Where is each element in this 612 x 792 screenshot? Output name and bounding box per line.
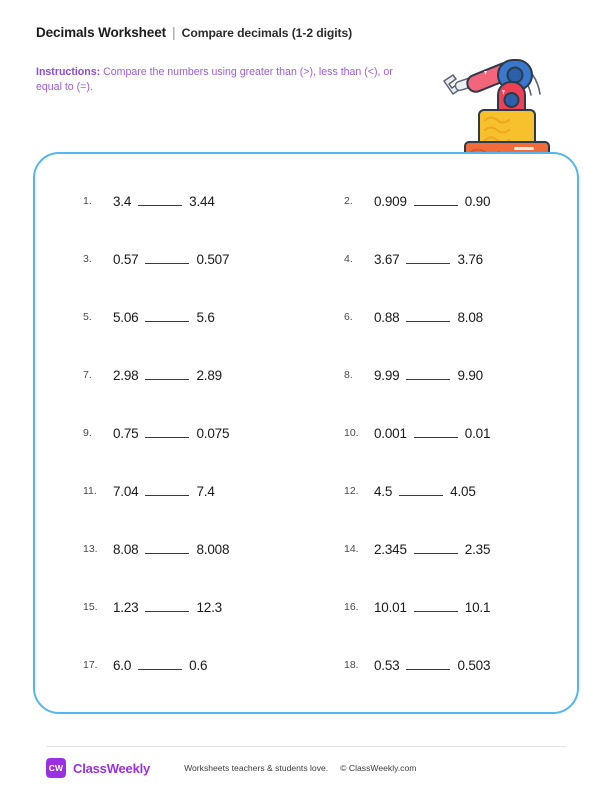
answer-blank[interactable] (138, 659, 182, 670)
problem-left-value: 6.0 (113, 657, 132, 673)
footer-tagline: Worksheets teachers & students love. (184, 763, 329, 773)
problem-left-value: 7.04 (113, 483, 139, 499)
problem-number: 7. (83, 369, 92, 381)
problem-right-value: 10.1 (464, 599, 491, 615)
problems-card (33, 152, 579, 714)
problem-expression (374, 368, 483, 383)
problem-right-value: 3.44 (189, 193, 215, 209)
answer-blank[interactable] (138, 195, 182, 206)
problem-item (49, 230, 310, 288)
problem-number: 1. (83, 195, 92, 207)
robot-arm-icon (422, 48, 572, 158)
problem-number: 8. (344, 369, 353, 381)
robot-arm-illustration (422, 48, 572, 158)
answer-blank[interactable] (145, 485, 189, 496)
problem-right-value: 5.6 (196, 309, 215, 325)
answer-blank[interactable] (406, 253, 450, 264)
problem-item (49, 346, 310, 404)
problem-left-value: 0.001 (374, 425, 407, 441)
worksheet-header (36, 24, 436, 96)
problem-number: 9. (83, 427, 92, 439)
answer-blank[interactable] (414, 601, 458, 612)
classweekly-logo-icon: CW (46, 758, 66, 778)
footer-divider (46, 746, 566, 747)
problem-right-value: 0.075 (196, 425, 230, 441)
problem-left-value: 0.88 (374, 309, 400, 325)
answer-blank[interactable] (414, 195, 458, 206)
problem-left-value: 10.01 (374, 599, 407, 615)
problem-number: 12. (344, 485, 359, 497)
answer-blank[interactable] (145, 601, 189, 612)
problem-number: 14. (344, 543, 359, 555)
problem-number: 6. (344, 311, 353, 323)
instructions-block (36, 65, 396, 96)
problem-item (49, 288, 310, 346)
problem-number: 10. (344, 427, 359, 439)
answer-blank[interactable] (145, 369, 189, 380)
problem-right-value: 8.008 (196, 541, 230, 557)
answer-blank[interactable] (399, 485, 443, 496)
problem-left-value: 2.98 (113, 367, 139, 383)
answer-blank[interactable] (145, 253, 189, 264)
footer (46, 758, 566, 778)
problem-item (310, 172, 571, 230)
problem-right-value: 0.01 (464, 425, 491, 441)
title-separator: | (172, 24, 176, 40)
problem-left-value: 3.4 (113, 193, 132, 209)
problem-item (310, 288, 571, 346)
footer-copyright: © ClassWeekly.com (340, 763, 417, 773)
problem-right-value: 12.3 (196, 599, 222, 615)
problem-expression (374, 252, 483, 267)
problem-item (49, 636, 310, 694)
answer-blank[interactable] (414, 427, 458, 438)
problem-expression (374, 542, 490, 557)
title-subtitle: Compare decimals (1-2 digits) (181, 26, 353, 40)
problem-expression (113, 658, 207, 673)
problem-left-value: 8.08 (113, 541, 139, 557)
problem-left-value: 0.57 (113, 251, 139, 267)
problem-left-value: 0.75 (113, 425, 139, 441)
problem-right-value: 9.90 (457, 367, 483, 383)
problem-right-value: 2.89 (196, 367, 222, 383)
answer-blank[interactable] (145, 311, 189, 322)
problem-expression (374, 194, 490, 209)
instructions-text: Compare the numbers using greater than (>), less than (<), or equal to (=). (36, 66, 393, 94)
problem-number: 16. (344, 601, 359, 613)
problem-expression (374, 484, 476, 499)
problem-expression (374, 600, 490, 615)
problem-right-value: 0.6 (189, 657, 208, 673)
problem-expression (374, 426, 490, 441)
problem-expression (113, 194, 215, 209)
problem-item (49, 578, 310, 636)
problem-item (310, 346, 571, 404)
problem-right-value: 0.503 (457, 657, 491, 673)
problem-left-value: 5.06 (113, 309, 139, 325)
problem-left-value: 9.99 (374, 367, 400, 383)
problem-expression (113, 426, 229, 441)
problem-right-value: 4.05 (450, 483, 476, 499)
title-main: Decimals Worksheet (36, 25, 167, 40)
problem-right-value: 8.08 (457, 309, 483, 325)
problem-expression (374, 658, 490, 673)
problem-expression (113, 484, 215, 499)
problem-number: 18. (344, 659, 359, 671)
problem-left-value: 0.53 (374, 657, 400, 673)
problem-number: 4. (344, 253, 353, 265)
problem-left-value: 2.345 (374, 541, 407, 557)
problem-right-value: 3.76 (457, 251, 483, 267)
problem-item (49, 520, 310, 578)
answer-blank[interactable] (406, 659, 450, 670)
problem-item (310, 578, 571, 636)
answer-blank[interactable] (145, 427, 189, 438)
answer-blank[interactable] (145, 543, 189, 554)
problem-number: 13. (83, 543, 98, 555)
problem-number: 2. (344, 195, 353, 207)
problem-item (310, 462, 571, 520)
problem-right-value: 0.90 (464, 193, 491, 209)
problem-number: 11. (83, 485, 97, 497)
problem-number: 15. (83, 601, 98, 613)
problem-item (49, 172, 310, 230)
problem-item (49, 404, 310, 462)
problem-left-value: 4.5 (374, 483, 393, 499)
problem-left-value: 3.67 (374, 251, 400, 267)
instructions-label: Instructions: (36, 66, 101, 78)
problem-item (310, 520, 571, 578)
problem-number: 17. (83, 659, 98, 671)
problem-item (310, 230, 571, 288)
brand-name: ClassWeekly (73, 760, 151, 776)
problem-expression (113, 600, 222, 615)
problem-right-value: 7.4 (196, 483, 215, 499)
problem-number: 3. (83, 253, 92, 265)
problem-right-value: 2.35 (464, 541, 491, 557)
problem-right-value: 0.507 (196, 251, 230, 267)
problem-expression (113, 542, 229, 557)
problem-item (49, 462, 310, 520)
answer-blank[interactable] (406, 311, 450, 322)
problem-expression (113, 310, 215, 325)
problem-left-value: 1.23 (113, 599, 139, 615)
problem-expression (113, 368, 222, 383)
problem-expression (113, 252, 229, 267)
problem-number: 5. (83, 311, 92, 323)
problem-item (310, 404, 571, 462)
page-title (36, 24, 436, 40)
answer-blank[interactable] (414, 543, 458, 554)
problem-expression (374, 310, 483, 325)
problems-grid (35, 154, 577, 712)
problem-item (310, 636, 571, 694)
problem-left-value: 0.909 (374, 193, 407, 209)
answer-blank[interactable] (406, 369, 450, 380)
